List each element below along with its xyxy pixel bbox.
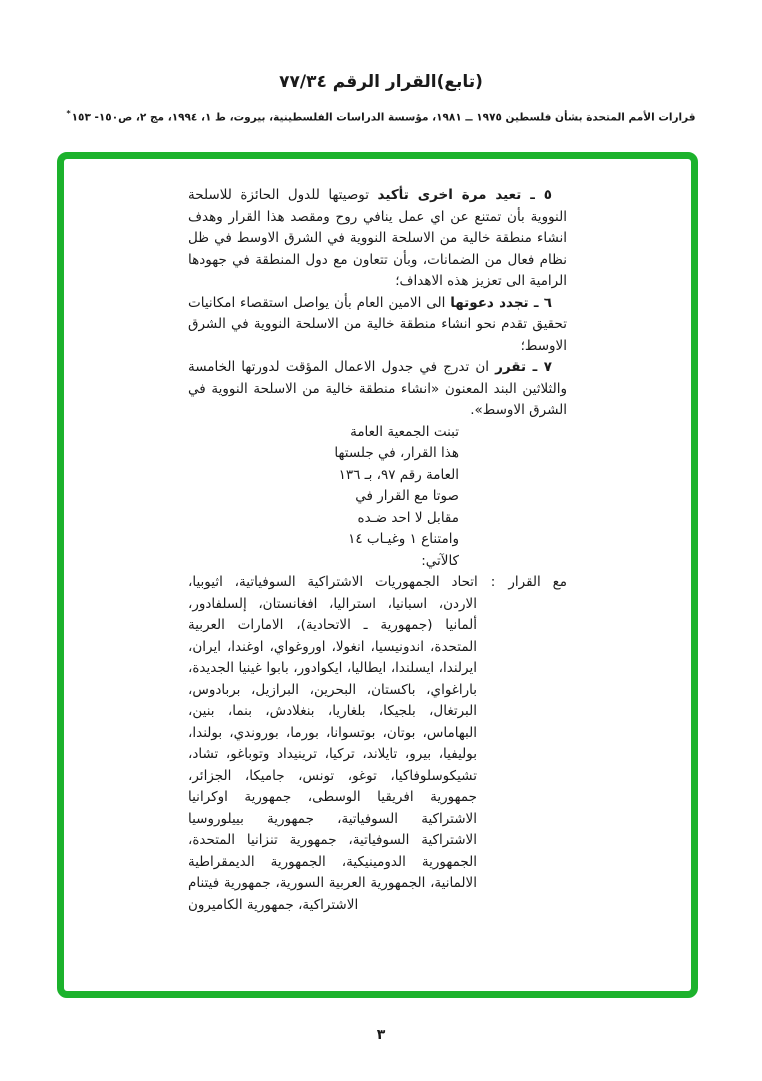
green-border-frame xyxy=(57,152,698,998)
footnote-asterisk-mark: * xyxy=(66,109,71,118)
source-citation-text: قرارات الأمم المتحدة بشأن فلسطين ١٩٧٥ ــ ١٩٨١، مؤسسة الدراسات الفلسطينية، بيروت، ط ١، ١٩٩٤، مج ٢، ص١٥٠- ١٥٣ xyxy=(71,111,696,124)
vote-with-countries: اتحاد الجمهوريات الاشتراكية السوفياتية، اثيوبيا، الاردن، اسبانيا، استراليا، افغانستان، إلسلفادور، ألمانيا (جمهورية ـ الاتحادية)، الامارات العربية المتحدة، اندونيسيا، انغولا، اوروغواي، اوغندا، ايران، ايرلندا، ايسلندا، ايطاليا، ايكوادور، بابوا غينيا الجديدة، باراغواي، باكستان، البحرين، البرازيل، بربادوس، البرتغال، بلجيكا، بلغاريا، بنغلادش، بنما، بنين، البهاماس، بوتان، بوتسوانا، بورما، بوروندي، بولندا، بوليفيا، بيرو، تايلاند، تركيا، ترينيداد وتوباغو، تشاد، تشيكوسلوفاكيا، توغو، تونس، جاميكا، الجزائر، جمهورية افريقيا الوسطى، جمهورية اوكرانيا الاشتراكية السوفياتية، جمهورية بييلوروسيا الاشتراكية السوفياتية، جمهورية تنزانيا المتحدة، الجمهورية الدومينيكية، الجمهورية الديمقراطية الالمانية، الجمهورية العربية السورية، جمهورية فيتنام الاشتراكية، جمهورية الكاميرون xyxy=(188,574,478,913)
resolution-title: (تابع)القرار الرقم ٧٧/٣٤ xyxy=(279,72,483,92)
page-number: ٣ xyxy=(376,1027,386,1043)
vote-with-block xyxy=(188,572,567,916)
resolution-body xyxy=(64,159,691,936)
paragraph-7-text: ان تدرج في جدول الاعمال المؤقت لدورتها الخامسة والثلاثين البند المعنون «انشاء منطقة خالية من الاسلحة النووية في الشرق الاوسط». xyxy=(188,359,567,418)
paragraph-5-text: توصيتها للدول الحائزة للاسلحة النووية بأن تمتنع عن اي عمل ينافي روح ومقصد هذا القرار وهدف انشاء منطقة خالية من الاسلحة النووية في الشرق الاوسط في ظل نظام فعال من الضمانات، وبأن تتعاون مع دول المنطقة في جهودها الرامية الى تعزيز هذه الاهداف؛ xyxy=(188,187,567,289)
adoption-note: تبنت الجمعية العامة هذا القرار، في جلستها العامة رقم ٩٧، بـ ١٣٦ صوتا مع القرار في مقابل لا احد ضـده وامتناع ١ وغيـاب ١٤ xyxy=(334,423,459,547)
source-citation-line xyxy=(40,106,722,126)
resolution-paragraph-7 xyxy=(188,357,567,422)
paragraph-6-lead: ٦ ـ تجدد دعوتها xyxy=(450,294,552,311)
resolution-paragraph-6 xyxy=(188,293,567,358)
paragraph-6-text: الى الامين العام بأن يواصل استقصاء امكانيات تحقيق تقدم نحو انشاء منطقة خالية من الاسلحة النووية في الشرق الاوسط؛ xyxy=(188,294,567,354)
vote-label-separator: : xyxy=(490,574,496,590)
paragraph-5-lead: ٥ ـ تعيد مرة اخرى تأكيد xyxy=(377,187,553,203)
paragraph-7-lead: ٧ ـ تقرر xyxy=(495,359,552,375)
vote-with-label: مع القرار xyxy=(508,574,567,590)
adoption-note-tail: كالآتي: xyxy=(421,552,459,569)
resolution-paragraph-5 xyxy=(188,185,567,293)
